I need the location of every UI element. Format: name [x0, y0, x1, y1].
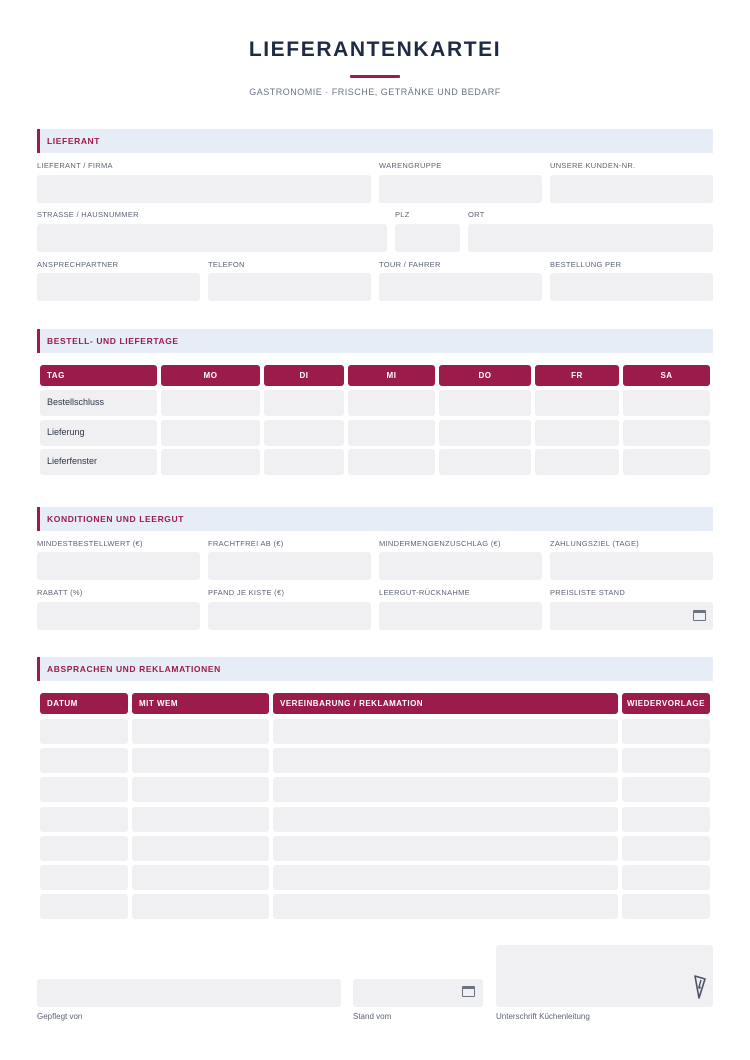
leergut-label: LEERGUT-RÜCKNAHME [379, 588, 470, 597]
mindermengen-label: MINDERMENGENZUSCHLAG (€) [379, 539, 501, 548]
ort-label: ORT [468, 210, 485, 219]
table-cell[interactable] [348, 390, 435, 416]
section-heading: BESTELL- UND LIEFERTAGE [47, 336, 179, 346]
unterschrift-label: Unterschrift Küchenleitung [496, 1012, 590, 1021]
pfand-label: PFAND JE KISTE (€) [208, 588, 285, 597]
table-cell[interactable] [161, 449, 260, 475]
table-cell[interactable] [623, 449, 710, 475]
frachtfrei-label: FRACHTFREI AB (€) [208, 539, 284, 548]
zahlungsziel-field[interactable] [550, 552, 713, 580]
row-label-lieferung: Lieferung [47, 427, 85, 437]
rabatt-field[interactable] [37, 602, 200, 630]
table-cell[interactable] [132, 777, 269, 802]
table-cell[interactable] [273, 865, 618, 890]
table-cell[interactable] [273, 777, 618, 802]
table-cell[interactable] [40, 836, 128, 861]
firma-label: LIEFERANT / FIRMA [37, 161, 113, 170]
gepflegt-von-label: Gepflegt von [37, 1012, 83, 1021]
col-header-tag: TAG [40, 365, 157, 386]
ort-field[interactable] [468, 224, 713, 252]
table-cell[interactable] [161, 420, 260, 446]
title-underline [350, 75, 400, 78]
warengruppe-label: WARENGRUPPE [379, 161, 442, 170]
gepflegt-von-field[interactable] [37, 979, 341, 1007]
table-cell[interactable] [439, 390, 531, 416]
table-cell[interactable] [40, 894, 128, 919]
section-heading: ABSPRACHEN UND REKLAMATIONEN [47, 664, 221, 674]
section-heading: KONDITIONEN UND LEERGUT [47, 514, 185, 524]
signature-field[interactable] [496, 945, 713, 1007]
col-header-vereinbarung: VEREINBARUNG / REKLAMATION [273, 693, 618, 714]
table-cell[interactable] [273, 894, 618, 919]
table-cell[interactable] [622, 836, 710, 861]
table-cell[interactable] [273, 807, 618, 832]
bestellung-label: BESTELLUNG PER [550, 260, 622, 269]
section-tage [37, 329, 713, 353]
section-absprachen [37, 657, 713, 681]
table-cell[interactable] [132, 836, 269, 861]
col-header-mo: MO [161, 365, 260, 386]
table-cell[interactable] [132, 807, 269, 832]
mindermengen-field[interactable] [379, 552, 542, 580]
table-cell[interactable] [264, 420, 344, 446]
telefon-field[interactable] [208, 273, 371, 301]
frachtfrei-field[interactable] [208, 552, 371, 580]
table-cell[interactable] [622, 865, 710, 890]
mindestbestellwert-field[interactable] [37, 552, 200, 580]
section-konditionen [37, 507, 713, 531]
section-lieferant [37, 129, 713, 153]
plz-field[interactable] [395, 224, 460, 252]
strasse-field[interactable] [37, 224, 387, 252]
table-cell[interactable] [132, 719, 269, 744]
table-cell[interactable] [40, 865, 128, 890]
section-heading: LIEFERANT [47, 136, 101, 146]
tour-label: TOUR / FAHRER [379, 260, 441, 269]
calendar-icon[interactable] [462, 986, 475, 997]
kundennr-label: UNSERE KUNDEN-NR. [550, 161, 636, 170]
col-header-wiedervorlage: WIEDERVORLAGE [622, 693, 710, 714]
rabatt-label: RABATT (%) [37, 588, 83, 597]
table-cell[interactable] [622, 807, 710, 832]
col-header-sa: SA [623, 365, 710, 386]
calendar-icon[interactable] [693, 610, 706, 621]
telefon-label: TELEFON [208, 260, 245, 269]
row-label-bestellschluss: Bestellschluss [47, 397, 105, 407]
table-cell[interactable] [622, 894, 710, 919]
pfand-field[interactable] [208, 602, 371, 630]
table-cell[interactable] [40, 719, 128, 744]
col-header-mit-wem: MIT WEM [132, 693, 269, 714]
zahlungsziel-label: ZAHLUNGSZIEL (TAGE) [550, 539, 640, 548]
ansprechpartner-field[interactable] [37, 273, 200, 301]
table-cell[interactable] [132, 748, 269, 773]
mindestbestellwert-label: MINDESTBESTELLWERT (€) [37, 539, 143, 548]
table-cell[interactable] [264, 390, 344, 416]
table-cell[interactable] [273, 836, 618, 861]
row-label-lieferfenster: Lieferfenster [47, 456, 98, 466]
col-header-fr: FR [535, 365, 619, 386]
table-cell[interactable] [623, 420, 710, 446]
stand-vom-label: Stand vom [353, 1012, 392, 1021]
tour-field[interactable] [379, 273, 542, 301]
table-cell[interactable] [348, 449, 435, 475]
preisliste-label: PREISLISTE STAND [550, 588, 626, 597]
table-cell[interactable] [40, 807, 128, 832]
preisliste-date-field[interactable] [550, 602, 713, 630]
ansprechpartner-label: ANSPRECHPARTNER [37, 260, 119, 269]
table-cell[interactable] [40, 777, 128, 802]
table-cell[interactable] [439, 420, 531, 446]
col-header-do: DO [439, 365, 531, 386]
table-cell[interactable] [439, 449, 531, 475]
pen-icon [693, 974, 707, 1000]
warengruppe-field[interactable] [379, 175, 542, 203]
table-cell[interactable] [161, 390, 260, 416]
table-cell[interactable] [40, 748, 128, 773]
plz-label: PLZ [395, 210, 410, 219]
table-cell[interactable] [348, 420, 435, 446]
table-cell[interactable] [535, 390, 619, 416]
table-cell[interactable] [535, 449, 619, 475]
col-header-datum: DATUM [40, 693, 128, 714]
table-cell[interactable] [622, 748, 710, 773]
table-cell[interactable] [273, 748, 618, 773]
leergut-field[interactable] [379, 602, 542, 630]
table-cell[interactable] [264, 449, 344, 475]
table-cell[interactable] [535, 420, 619, 446]
page-subtitle: GASTRONOMIE · FRISCHE, GETRÄNKE UND BEDARF [249, 87, 501, 97]
table-cell[interactable] [623, 390, 710, 416]
col-header-di: DI [264, 365, 344, 386]
table-cell[interactable] [622, 719, 710, 744]
col-header-mi: MI [348, 365, 435, 386]
table-cell[interactable] [132, 865, 269, 890]
table-cell[interactable] [132, 894, 269, 919]
page-title: LIEFERANTENKARTEI [248, 38, 502, 61]
table-cell[interactable] [273, 719, 618, 744]
bestellung-field[interactable] [550, 273, 713, 301]
strasse-label: STRASSE / HAUSNUMMER [37, 210, 139, 219]
kundennr-field[interactable] [550, 175, 713, 203]
firma-field[interactable] [37, 175, 371, 203]
table-cell[interactable] [622, 777, 710, 802]
